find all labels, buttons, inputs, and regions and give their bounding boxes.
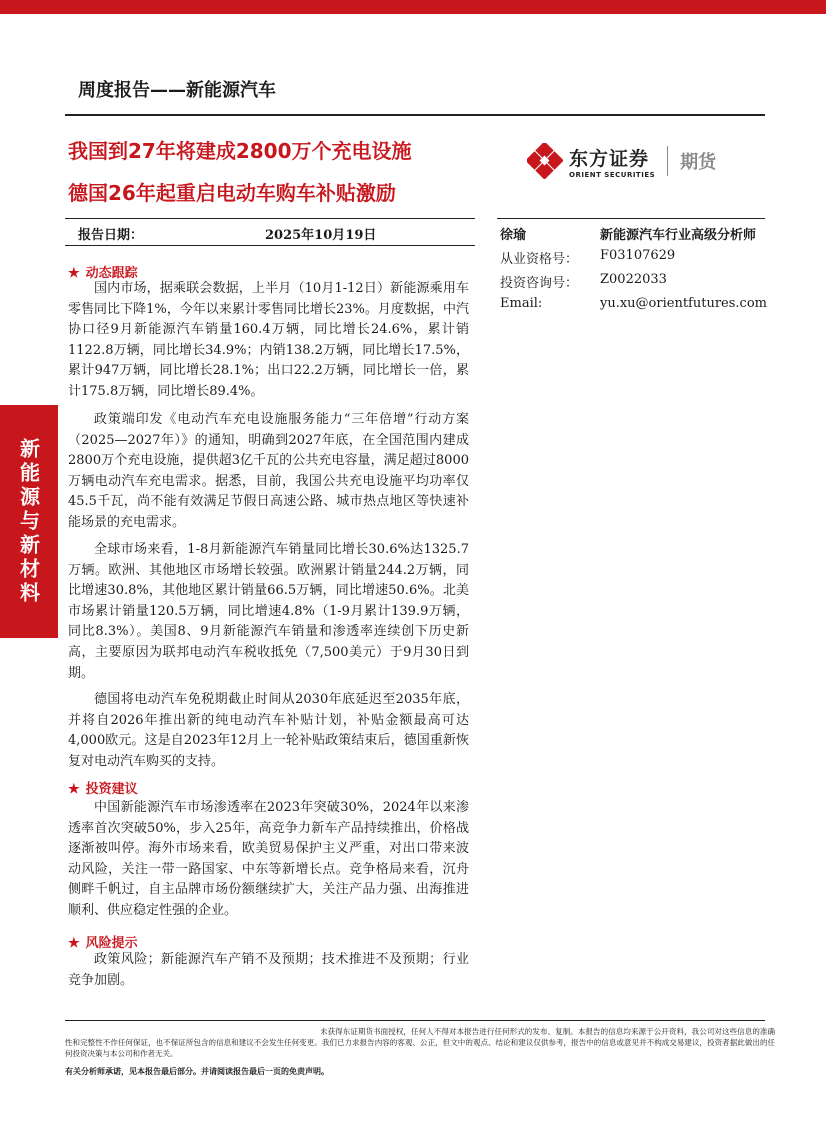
brand-wordmark (569, 144, 655, 179)
paragraph-investment-advice: 中国新能源汽车市场渗透率在2023年突破30%，2024年以来渗透率首次突破50%，步入25年，高竞争力新车产品持续推出，价格战逐渐被叫停。海外市场来看，欧美贸易保护主义严重，对出口带来波动风险，关注一带一路国家、中东等新增长点。竞争格局来看，沉舟侧畔千帆过，自主品牌市场份额继续扩大，关注产品力强、出海推进顺利、供应稳定性强的企业。 (68, 800, 469, 918)
brand-name-cn: 东方证券 (569, 147, 650, 170)
date-rule-bottom (65, 245, 475, 246)
brand-division: 期货 (680, 152, 717, 173)
header-rule-right (500, 114, 765, 116)
star-icon: ★ (68, 782, 80, 797)
paragraph-policy: 政策端印发《电动汽车充电设施服务能力“三年倍增”行动方案（2025—2027年）》的通知，明确到2027年底，在全国范围内建成2800万个充电设施，提供超3亿千瓦的公共充电容量，满足超过8000万辆电动汽车充电需求。据悉，目前，我国公共充电设施平均功率仅45.5千瓦，尚不能有效满足节假日高速公路、城市热点地区等快速补能场景的充电需求。 (68, 412, 469, 530)
report-date: 2025年10月19日 (265, 228, 377, 243)
consult-label: 投资咨询号： (500, 276, 579, 291)
category-side-tab (0, 405, 58, 638)
brand-separator (667, 146, 668, 176)
brand-logo (527, 140, 757, 182)
footer-disclaimer: 未获得东证期货书面授权，任何人不得对本报告进行任何形式的发布、复制。本报告的信息均来源于公开资料，我公司对这些信息的准确性和完整性不作任何保证，也不保证所包含的信息和建议不会发生任何变更。我们已力求报告内容的客观、公正，但文中的观点、结论和建议仅供参考，报告中的信息或意见并不构成交易建议，投资者据此做出的任何投资决策与本公司和作者无关。 (65, 1027, 775, 1058)
report-type-title: 周度报告——新能源汽车 (78, 80, 276, 101)
brand-name-en: ORIENT SECURITIES (569, 170, 656, 179)
category-label: 新能源与新材料 (16, 437, 41, 606)
cert-number: F03107629 (600, 248, 676, 263)
paragraph-germany: 德国将电动汽车免税期截止时间从2030年底延迟至2035年底，并将自2026年推出新的纯电动汽车补贴计划，补贴金额最高可达4,000欧元。这是自2023年12月上一轮补贴政策结束后，德国重新恢复对电动汽车购买的支持。 (68, 692, 469, 769)
footer-note: 有关分析师承诺，见本报告最后部分。并请阅读报告最后一页的免责声明。 (65, 1066, 329, 1076)
email-link[interactable]: yu.xu@orientfutures.com (600, 296, 767, 311)
section-risk-warning (68, 932, 138, 951)
star-icon: ★ (68, 266, 80, 281)
section-investment-advice (68, 778, 138, 797)
analyst-title: 新能源汽车行业高级分析师 (600, 228, 757, 243)
analyst-rule (497, 218, 765, 219)
consult-number: Z0022033 (600, 272, 667, 287)
section-title: 投资建议 (85, 782, 138, 797)
footer-rule (65, 1020, 765, 1021)
email-label: Email: (500, 296, 543, 311)
top-accent-bar (0, 0, 826, 14)
paragraph-risks: 政策风险；新能源汽车产销不及预期；技术推进不及预期；行业竞争加剧。 (68, 952, 469, 988)
section-title: 动态跟踪 (85, 266, 138, 281)
analyst-name: 徐瑜 (500, 228, 527, 243)
cert-label: 从业资格号： (500, 252, 579, 267)
section-title: 风险提示 (85, 936, 138, 951)
paragraph-domestic-market: 国内市场，据乘联会数据，上半月（10月1-12日）新能源乘用车零售同比下降1%，今年以来累计零售同比增长23%。月度数据，中汽协口径9月新能源汽车销量160.4万辆，同比增长24.6%，累计销1122.8万辆，同比增长34.9%；内销138.2万辆，同比增长17.5%，累计947万辆，同比增长28.1%；出口22.2万辆，同比增长一倍，累计175.8万辆，同比增长89.4%。 (68, 281, 469, 399)
report-date-label: 报告日期： (78, 228, 144, 243)
brand-mark-icon (527, 143, 563, 179)
headline-2: 德国26年起重启电动车购车补贴激励 (68, 181, 396, 205)
date-rule-top (65, 218, 475, 219)
star-icon: ★ (68, 936, 80, 951)
headline-1: 我国到27年将建成2800万个充电设施 (68, 139, 412, 163)
paragraph-global-market: 全球市场来看，1-8月新能源汽车销量同比增长30.6%达1325.7万辆。欧洲、其他地区市场增长较强。欧洲累计销量244.2万辆，同比增速30.8%，其他地区累计销量66.5万辆，同比增速50.6%。北美市场累计销量120.5万辆，同比增速4.8%（1-9月累计139.9万辆，同比8.3%）。美国8、9月新能源汽车销量和渗透率连续创下历史新高，主要原因为联邦电动汽车税收抵免（7,500美元）于9月30日到期。 (68, 542, 469, 681)
